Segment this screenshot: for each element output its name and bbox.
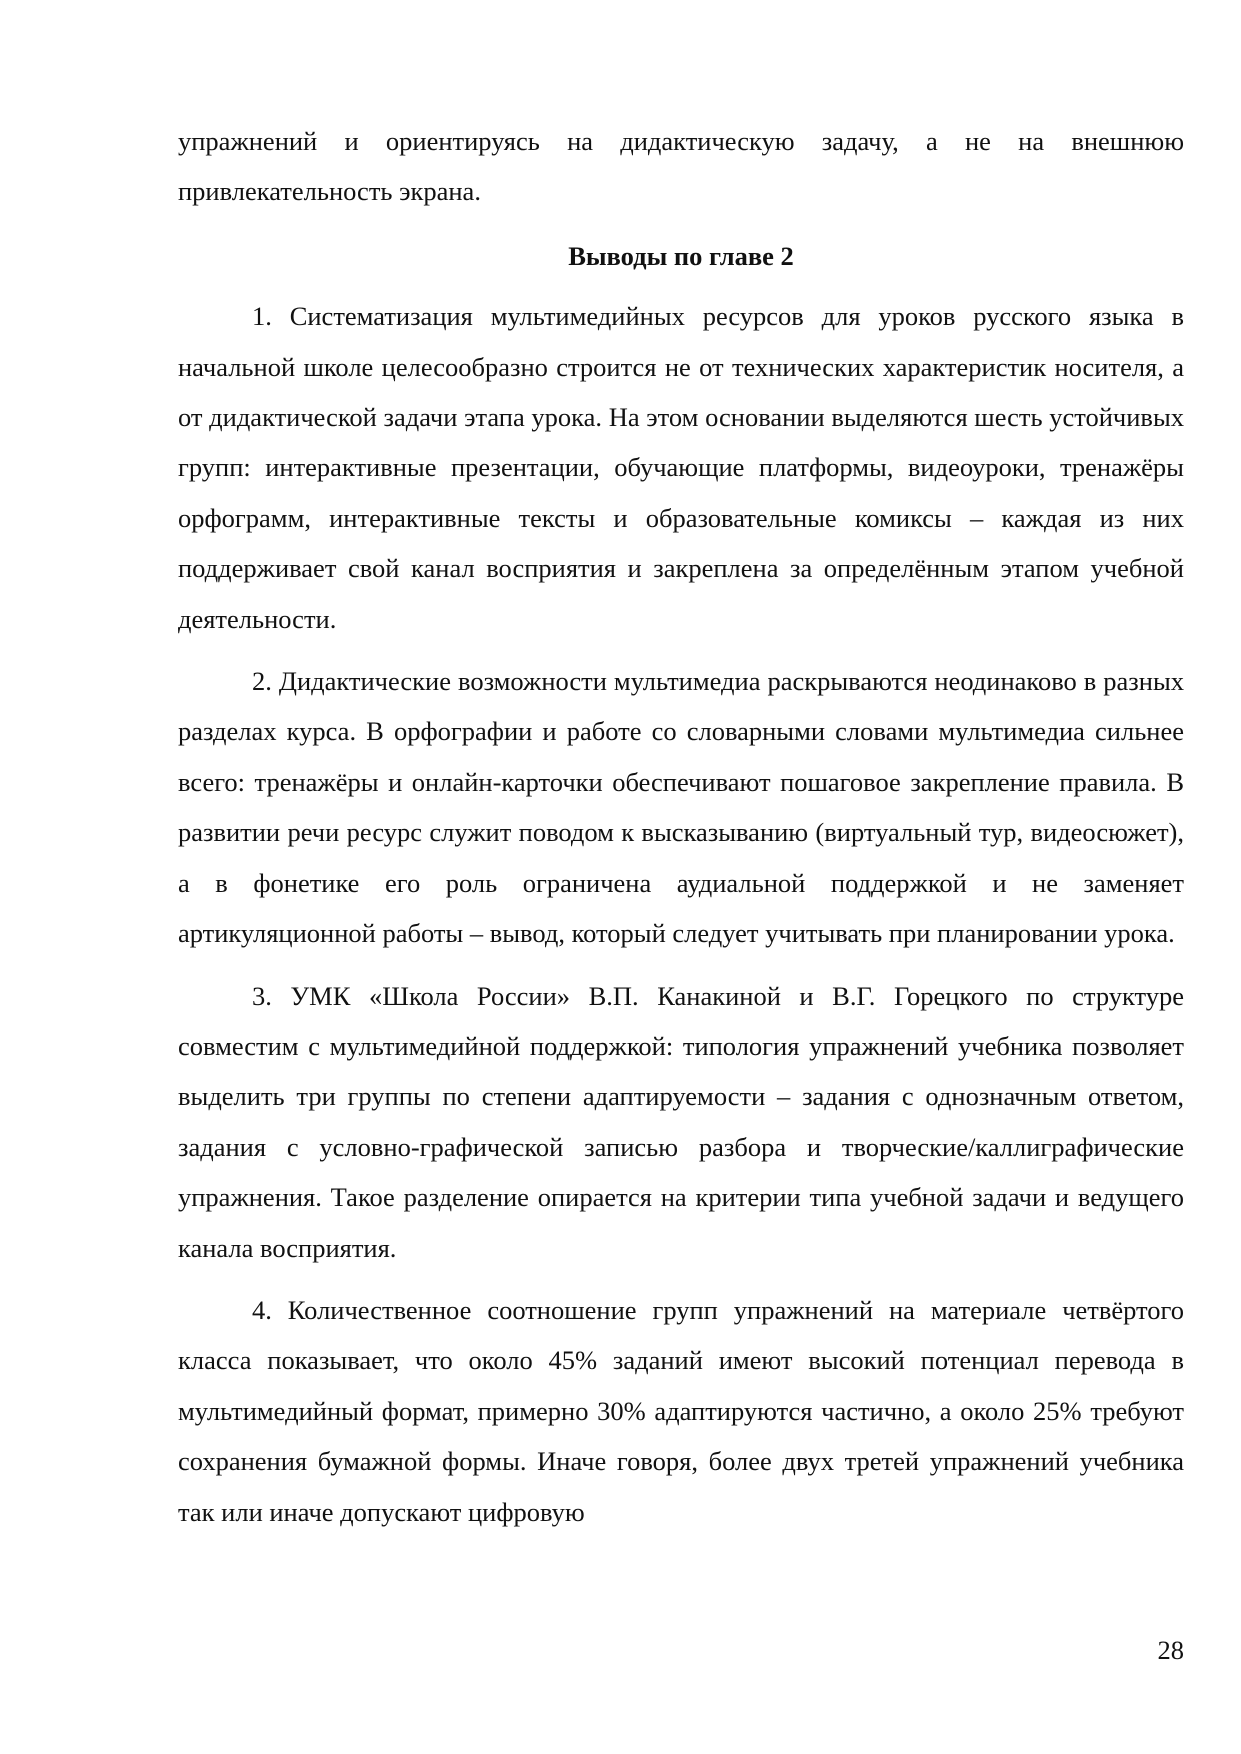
section-heading: Выводы по главе 2	[568, 240, 794, 271]
continuation-paragraph: упражнений и ориентируясь на дидактическую задачу, а не на внешнюю привлекательность экрана.	[178, 126, 1184, 207]
conclusion-paragraph-4: 4. Количественное соотношение групп упражнений на материале четвёртого класса показывает, что около 45% заданий имеют высокий потенциал перевода в мультимедийный формат, примерно 30% адаптируются частично, а около 25% требуют сохранения бумажной формы. Иначе говоря, более двух третей упражнений учебника так или иначе допускают цифровую	[178, 1294, 1184, 1527]
conclusion-paragraph-1: 1. Систематизация мультимедийных ресурсов для уроков русского языка в начальной школе целесообразно строится не от технических характеристик носителя, а от дидактической задачи этапа урока. На этом основании выделяются шесть устойчивых групп: интерактивные презентации, обучающие платформы, видеоуроки, тренажёры орфограмм, интерактивные тексты и образовательные комиксы – каждая из них поддерживает свой канал восприятия и закреплена за определённым этапом учебной деятельности.	[178, 301, 1184, 634]
body-text	[178, 116, 1184, 1549]
conclusion-paragraph-2: 2. Дидактические возможности мультимедиа раскрываются неодинаково в разных разделах курса. В орфографии и работе со словарными словами мультимедиа сильнее всего: тренажёры и онлайн-карточки обеспечивают пошаговое закрепление правила. В развитии речи ресурс служит поводом к высказыванию (виртуальный тур, видеосюжет), а в фонетике его роль ограничена аудиальной поддержкой и не заменяет артикуляционной работы – вывод, который следует учитывать при планировании урока.	[178, 666, 1184, 949]
conclusion-paragraph-3: 3. УМК «Школа России» В.П. Канакиной и В.Г. Горецкого по структуре совместим с мультимедийной поддержкой: типология упражнений учебника позволяет выделить три группы по степени адаптируемости – задания с однозначным ответом, задания с условно-графической записью разбора и творческие/каллиграфические упражнения. Такое разделение опирается на критерии типа учебной задачи и ведущего канала восприятия.	[178, 980, 1184, 1263]
page-number: 28	[1157, 1635, 1184, 1665]
